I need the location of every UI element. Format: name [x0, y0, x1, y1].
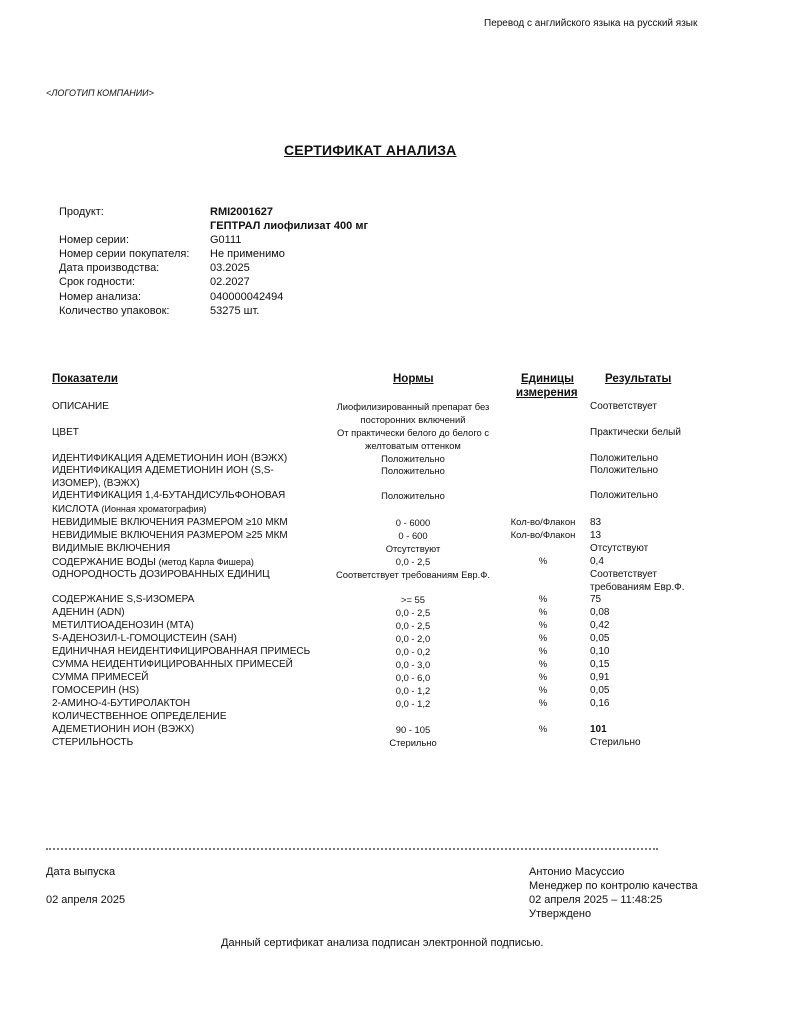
row-parameter — [52, 517, 352, 530]
signer-position: Менеджер по контролю качества — [529, 880, 698, 892]
row-unit: % — [538, 594, 548, 605]
row-norm: 0,0 - 2,5 — [395, 607, 431, 618]
row-norm: 0 - 600 — [398, 530, 428, 541]
row-norm: 90 - 105 — [395, 724, 431, 735]
row-unit: % — [538, 698, 548, 709]
issue-date-label: Дата выпуска — [46, 866, 116, 878]
translation-note: Перевод с английского языка на русский язык — [484, 18, 698, 29]
buyer-batch-label: Номер серии покупателя: — [59, 248, 190, 260]
row-norm: 0,0 - 3,0 — [395, 659, 431, 670]
row-result: 0,08 — [590, 607, 610, 618]
issue-date-value: 02 апреля 2025 — [46, 894, 126, 906]
row-parameter — [52, 620, 352, 633]
parameter-text: ИДЕНТИФИКАЦИЯ АДЕМЕТИОНИН ИОН (S,S-ИЗОМЕР), (ВЭЖХ) — [52, 465, 274, 489]
parameter-text: ВИДИМЫЕ ВКЛЮЧЕНИЯ — [52, 543, 171, 554]
row-result: Положительно — [590, 465, 659, 476]
row-parameter — [52, 607, 352, 620]
signer-name: Антонио Масуссио — [529, 866, 625, 878]
parameter-text: S-АДЕНОЗИЛ-L-ГОМОЦИСТЕИН (SAH) — [52, 633, 237, 644]
row-unit: Кол-во/Флакон — [510, 517, 576, 528]
row-parameter — [52, 401, 352, 414]
company-logo-placeholder: <ЛОГОТИП КОМПАНИИ> — [46, 88, 154, 98]
row-parameter — [52, 569, 352, 582]
row-unit: % — [538, 633, 548, 644]
row-parameter — [52, 633, 352, 646]
e-signature-note: Данный сертификат анализа подписан электронной подписью. — [221, 937, 544, 949]
header-units-line2: измерения — [516, 387, 578, 399]
production-date-value: 03.2025 — [210, 262, 250, 274]
packages-label: Количество упаковок: — [59, 305, 170, 317]
analysis-number-value: 040000042494 — [210, 291, 284, 303]
approved-label: Утверждено — [529, 908, 592, 920]
header-results: Результаты — [605, 373, 672, 385]
row-result: 13 — [590, 530, 602, 541]
parameter-text: КОЛИЧЕСТВЕННОЕ ОПРЕДЕЛЕНИЕ АДЕМЕТИОНИН ИОН (ВЭЖХ) — [52, 711, 227, 735]
row-result: 0,4 — [590, 556, 604, 567]
row-norm: 0,0 - 1,2 — [395, 685, 431, 696]
row-parameter — [52, 698, 352, 711]
row-parameter — [52, 659, 352, 672]
product-name: ГЕПТРАЛ лиофилизат 400 мг — [210, 220, 369, 232]
packages-value: 53275 шт. — [210, 305, 260, 317]
row-norm: Лиофилизированный препарат без посторонних включений — [336, 401, 490, 425]
row-result: Стерильно — [590, 737, 641, 748]
production-date-label: Дата производства: — [59, 262, 160, 274]
parameter-text: СУММА НЕИДЕНТИФИЦИРОВАННЫХ ПРИМЕСЕЙ — [52, 659, 293, 670]
dotted-separator — [46, 848, 658, 850]
buyer-batch-value: Не применимо — [210, 248, 285, 260]
parameter-text: ИДЕНТИФИКАЦИЯ АДЕМЕТИОНИН ИОН (ВЭЖХ) — [52, 453, 288, 464]
row-parameter — [52, 594, 352, 607]
parameter-text: СТЕРИЛЬНОСТЬ — [52, 737, 134, 748]
row-result: 83 — [590, 517, 602, 528]
row-parameter — [52, 530, 352, 543]
parameter-text: АДЕНИН (ADN) — [52, 607, 125, 618]
header-norms: Нормы — [393, 373, 434, 385]
row-norm: 0,0 - 1,2 — [395, 698, 431, 709]
row-result: 101 — [590, 724, 607, 735]
row-parameter — [52, 465, 302, 490]
row-parameter — [52, 556, 352, 570]
parameter-text: НЕВИДИМЫЕ ВКЛЮЧЕНИЯ РАЗМЕРОМ ≥25 МКМ — [52, 530, 288, 541]
row-result: 0,91 — [590, 672, 610, 683]
parameter-text: НЕВИДИМЫЕ ВКЛЮЧЕНИЯ РАЗМЕРОМ ≥10 МКМ — [52, 517, 288, 528]
product-code: RMI2001627 — [210, 206, 273, 218]
parameter-text: ЕДИНИЧНАЯ НЕИДЕНТИФИЦИРОВАННАЯ ПРИМЕСЬ — [52, 646, 311, 657]
expiry-value: 02.2027 — [210, 276, 250, 288]
row-result: Положительно — [590, 490, 659, 501]
row-unit: % — [538, 646, 548, 657]
row-result: 0,05 — [590, 685, 610, 696]
signed-datetime: 02 апреля 2025 – 11:48:25 — [529, 894, 663, 906]
row-norm: 0,0 - 0,2 — [395, 646, 431, 657]
row-parameter — [52, 711, 242, 736]
parameter-text: СОДЕРЖАНИЕ ВОДЫ — [52, 557, 156, 568]
row-result: 75 — [590, 594, 602, 605]
row-parameter — [52, 672, 352, 685]
row-parameter — [52, 737, 352, 750]
row-result: 0,10 — [590, 646, 610, 657]
row-parameter — [52, 685, 352, 698]
batch-value: G0111 — [210, 234, 242, 246]
parameter-text: ГОМОСЕРИН (HS) — [52, 685, 140, 696]
row-result: Отсутствуют — [590, 543, 649, 554]
row-norm: 0,0 - 2,0 — [395, 633, 431, 644]
parameter-method: (метод Карла Фишера) — [158, 557, 254, 567]
row-norm: Положительно — [381, 465, 445, 476]
parameter-text: ИДЕНТИФИКАЦИЯ 1,4-БУТАНДИСУЛЬФОНОВАЯ КИСЛОТА — [52, 490, 286, 515]
row-norm: 0 - 6000 — [395, 517, 431, 528]
row-result: Практически белый — [590, 427, 681, 438]
row-unit: % — [538, 685, 548, 696]
row-parameter — [52, 543, 352, 556]
page-title: СЕРТИФИКАТ АНАЛИЗА — [284, 142, 457, 158]
product-label: Продукт: — [59, 206, 104, 218]
row-result: Соответствует — [590, 401, 657, 412]
parameter-text: МЕТИЛТИОАДЕНОЗИН (МТА) — [52, 620, 194, 631]
row-norm: 0,0 - 2,5 — [395, 620, 431, 631]
parameter-text: ЦВЕТ — [52, 427, 79, 438]
row-result: 0,15 — [590, 659, 610, 670]
row-unit: % — [538, 724, 548, 735]
row-norm: Положительно — [381, 490, 445, 501]
analysis-number-label: Номер анализа: — [59, 291, 142, 303]
row-norm: Положительно — [381, 453, 445, 464]
row-parameter — [52, 646, 352, 659]
row-unit: Кол-во/Флакон — [510, 530, 576, 541]
row-unit: % — [538, 672, 548, 683]
parameter-text: ОПИСАНИЕ — [52, 401, 109, 412]
row-result: 0,16 — [590, 698, 610, 709]
parameter-text: СОДЕРЖАНИЕ S,S-ИЗОМЕРА — [52, 594, 195, 605]
row-result: 0,42 — [590, 620, 610, 631]
row-parameter — [52, 427, 352, 440]
row-norm: 0,0 - 2,5 — [395, 556, 431, 567]
batch-label: Номер серии: — [59, 234, 129, 246]
row-parameter — [52, 453, 352, 466]
parameter-text: СУММА ПРИМЕСЕЙ — [52, 672, 149, 683]
parameter-text: ОДНОРОДНОСТЬ ДОЗИРОВАННЫХ ЕДИНИЦ — [52, 569, 270, 580]
row-norm: От практически белого до белого с желтоватым оттенком — [336, 427, 490, 451]
row-parameter — [52, 490, 302, 516]
row-result: Положительно — [590, 453, 659, 464]
row-result: 0,05 — [590, 633, 610, 644]
header-units-line1: Единицы — [521, 373, 574, 385]
row-unit: % — [538, 607, 548, 618]
parameter-method: (Ионная хроматография) — [101, 503, 207, 514]
row-unit: % — [538, 620, 548, 631]
row-norm: 0,0 - 6,0 — [395, 672, 431, 683]
row-norm: Стерильно — [389, 737, 437, 748]
header-parameters: Показатели — [52, 373, 118, 385]
row-norm: Соответствует требованиям Евр.Ф. — [335, 569, 490, 580]
row-result: Соответствует требованиям Евр.Ф. — [590, 569, 685, 593]
row-unit: % — [538, 556, 548, 567]
row-unit: % — [538, 659, 548, 670]
row-norm: Отсутствуют — [385, 543, 441, 554]
row-norm: >= 55 — [401, 594, 425, 605]
parameter-text: 2-АМИНО-4-БУТИРОЛАКТОН — [52, 698, 191, 709]
expiry-label: Срок годности: — [59, 276, 136, 288]
